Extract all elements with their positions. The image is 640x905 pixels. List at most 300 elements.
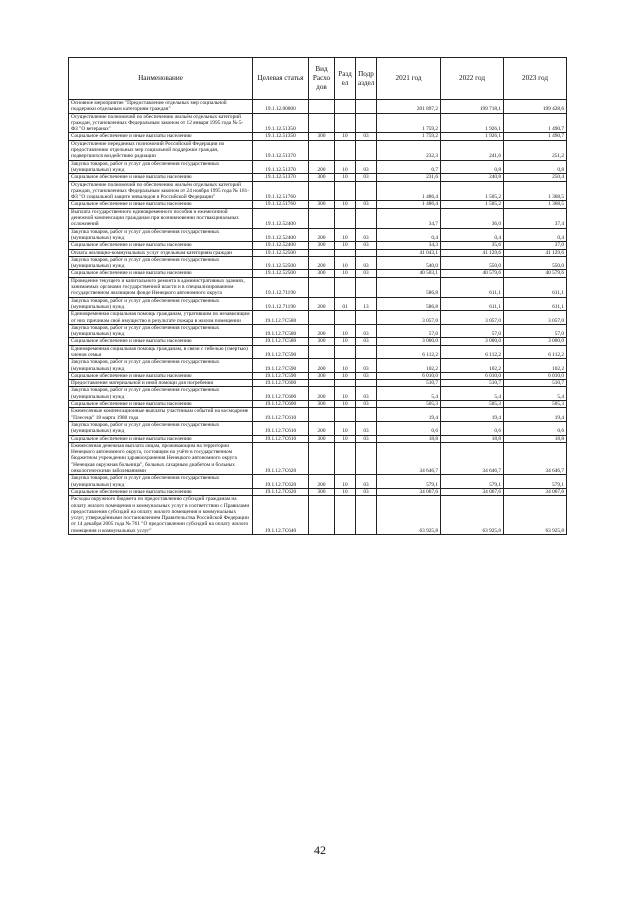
cell-expense-type: 200	[309, 256, 335, 270]
cell-year-2021: 540,0	[377, 256, 441, 270]
cell-subsection: 03	[356, 270, 377, 277]
cell-year-2022: 579,1	[441, 475, 504, 489]
cell-subsection: 03	[356, 160, 377, 174]
cell-year-2023: 250,4	[504, 174, 567, 181]
cell-year-2021: 40 503,1	[377, 270, 441, 277]
cell-year-2023: 6 010,0	[504, 372, 567, 379]
cell-year-2023: 550,0	[504, 256, 567, 270]
cell-expense-type	[309, 208, 335, 228]
table-row	[69, 359, 567, 373]
cell-subsection: 03	[356, 338, 377, 345]
cell-target-article: 19.1.12.7С600	[253, 387, 309, 401]
cell-expense-type	[309, 100, 335, 114]
cell-year-2021: 3 057,0	[377, 311, 441, 325]
cell-target-article: 19.1.12.00000	[253, 100, 309, 114]
cell-section	[335, 249, 356, 256]
cell-expense-type: 200	[309, 359, 335, 373]
cell-name: Проведение текущего и капитального ремонта в административных зданиях, занимаемых органами государственной власти и в специализированном государственном жилищном фонде Ненецкого автономного округа	[69, 277, 253, 297]
cell-target-article: 19.1.12.7С580	[253, 324, 309, 338]
cell-year-2021: 510,7	[377, 380, 441, 387]
cell-expense-type: 300	[309, 242, 335, 249]
cell-target-article: 19.1.12.7С590	[253, 372, 309, 379]
cell-section	[335, 277, 356, 297]
cell-section	[335, 113, 356, 133]
cell-name: Расходы окружного бюджета по предоставлению субсидий гражданам на оплату жилого помещения и коммунальных услуг в соответствии с Правилами предоставления субсидий на оплату жилого помещения и коммунальных услуг, утверждёнными постановлением Правительства Российской Федерации от 14 декабря 2005 года № 761 "О предоставлении субсидий на оплату жилого помещения и коммунальных услуг"	[69, 496, 253, 535]
cell-year-2023: 1 490,7	[504, 133, 567, 140]
cell-target-article: 19.1.12.71190	[253, 297, 309, 311]
cell-expense-type	[309, 408, 335, 422]
cell-section	[335, 181, 356, 201]
cell-name: Оплата жилищно-коммунальных услуг отдельным категориям граждан	[69, 249, 253, 256]
cell-subsection: 03	[356, 133, 377, 140]
header-year-2021: 2021 год	[377, 58, 441, 100]
cell-section: 10	[335, 133, 356, 140]
cell-year-2023: 199 428,6	[504, 100, 567, 114]
cell-target-article: 19.1.12.7С590	[253, 359, 309, 373]
cell-section: 10	[335, 387, 356, 401]
table-row	[69, 277, 567, 297]
cell-year-2022: 0,6	[441, 421, 504, 435]
cell-target-article: 19.1.12.52400	[253, 228, 309, 242]
cell-year-2021: 102,2	[377, 359, 441, 373]
cell-section: 10	[335, 228, 356, 242]
cell-expense-type	[309, 181, 335, 201]
cell-year-2023: 63 925,8	[504, 496, 567, 535]
cell-year-2023: 34 646,7	[504, 442, 567, 474]
cell-year-2022: 3 057,0	[441, 311, 504, 325]
budget-table	[68, 57, 567, 535]
table-header	[69, 58, 567, 100]
table-row	[69, 324, 567, 338]
cell-year-2021: 232,3	[377, 140, 441, 160]
cell-year-2022: 1 505,2	[441, 181, 504, 201]
header-year-2022: 2022 год	[441, 58, 504, 100]
cell-name: Закупка товаров, работ и услуг для обеспечения государственных (муниципальных) нужд	[69, 228, 253, 242]
cell-year-2022: 1 926,1	[441, 133, 504, 140]
cell-target-article: 19.1.12.7С610	[253, 435, 309, 442]
table-row	[69, 100, 567, 114]
cell-year-2023: 1 368,5	[504, 201, 567, 208]
cell-expense-type: 200	[309, 324, 335, 338]
cell-year-2021: 34 646,7	[377, 442, 441, 474]
cell-name: Социальное обеспечение и иные выплаты населению	[69, 372, 253, 379]
cell-year-2023: 0,4	[504, 228, 567, 242]
cell-year-2021: 1 486,4	[377, 181, 441, 201]
cell-year-2022: 6 112,2	[441, 345, 504, 359]
cell-name: Выплата государственного единовременного пособия и ежемесячной денежной компенсации гражданам при возникновении поствакцинальных осложнений	[69, 208, 253, 228]
cell-target-article: 19.1.12.51350	[253, 113, 309, 133]
cell-section: 10	[335, 421, 356, 435]
cell-expense-type	[309, 140, 335, 160]
cell-section	[335, 208, 356, 228]
cell-section	[335, 496, 356, 535]
cell-expense-type: 300	[309, 401, 335, 408]
cell-year-2022: 1 926,1	[441, 113, 504, 133]
cell-year-2023: 505,3	[504, 401, 567, 408]
cell-year-2023: 5,4	[504, 387, 567, 401]
cell-expense-type: 200	[309, 160, 335, 174]
cell-year-2023: 611,1	[504, 277, 567, 297]
cell-subsection	[356, 208, 377, 228]
cell-year-2021: 505,3	[377, 401, 441, 408]
cell-year-2022: 19,4	[441, 408, 504, 422]
table-row	[69, 113, 567, 133]
table-row	[69, 249, 567, 256]
cell-year-2021: 19,4	[377, 408, 441, 422]
cell-target-article: 19.1.12.7С600	[253, 401, 309, 408]
cell-expense-type: 200	[309, 297, 335, 311]
cell-section	[335, 408, 356, 422]
cell-target-article: 19.1.12.7С610	[253, 421, 309, 435]
cell-section: 10	[335, 242, 356, 249]
cell-expense-type: 300	[309, 435, 335, 442]
cell-year-2021: 34,3	[377, 242, 441, 249]
cell-target-article: 19.1.12.7С580	[253, 311, 309, 325]
cell-expense-type: 200	[309, 228, 335, 242]
cell-section	[335, 345, 356, 359]
cell-year-2021: 41 043,1	[377, 249, 441, 256]
table-row	[69, 311, 567, 325]
cell-year-2022: 0,4	[441, 228, 504, 242]
header-year-2023: 2023 год	[504, 58, 567, 100]
cell-year-2023: 18,8	[504, 435, 567, 442]
cell-year-2022: 5,4	[441, 387, 504, 401]
cell-name: Закупка товаров, работ и услуг для обеспечения государственных (муниципальных) нужд	[69, 160, 253, 174]
table-row	[69, 442, 567, 474]
cell-name: Ежемесячная денежная выплата лицам, проживающим на территории Ненецкого автономного округа, состоящим на учёте в государственном бюджетном учреждении здравоохранения Ненецкого автономного округа "Ненецкая окружная больница", больных сахарным диабетом и больных онкологическими заболеваниями	[69, 442, 253, 474]
cell-year-2023: 41 129,6	[504, 249, 567, 256]
cell-year-2021: 1 759,2	[377, 113, 441, 133]
cell-year-2023: 510,7	[504, 380, 567, 387]
cell-year-2022: 18,8	[441, 435, 504, 442]
cell-year-2021: 5,4	[377, 387, 441, 401]
cell-name: Закупка товаров, работ и услуг для обеспечения государственных (муниципальных) нужд	[69, 387, 253, 401]
cell-year-2022: 102,2	[441, 359, 504, 373]
cell-year-2021: 231,6	[377, 174, 441, 181]
cell-year-2023: 251,2	[504, 140, 567, 160]
cell-subsection: 03	[356, 242, 377, 249]
cell-year-2023: 102,2	[504, 359, 567, 373]
cell-name: Единовременная социальная помощь гражданам, в связи с гибелью (смертью) членов семьи	[69, 345, 253, 359]
cell-expense-type	[309, 311, 335, 325]
cell-year-2022: 41 129,6	[441, 249, 504, 256]
cell-target-article: 19.1.12.51370	[253, 160, 309, 174]
cell-target-article: 19.1.12.52400	[253, 242, 309, 249]
table-row	[69, 421, 567, 435]
table-row	[69, 201, 567, 208]
cell-expense-type: 300	[309, 488, 335, 495]
cell-target-article: 19.1.12.7С640	[253, 496, 309, 535]
cell-name: Осуществление полномочий по обеспечению жильём отдельных категорий граждан, установленных Федеральным законом от 24 ноября 1995 года № 181-ФЗ "О социальной защите инвалидов в Российской Федерации"	[69, 181, 253, 201]
cell-subsection	[356, 408, 377, 422]
cell-target-article: 19.1.12.71190	[253, 277, 309, 297]
cell-name: Осуществление полномочий по обеспечению жильём отдельных категорий граждан, установленных Федеральным законом от 12 января 1995 года № 5-ФЗ "О ветеранах"	[69, 113, 253, 133]
cell-target-article: 19.1.12.51370	[253, 140, 309, 160]
cell-name: Единовременная социальная помощь гражданам, утратившим по независящим от них причинам своё имущество в результате пожара в жилом помещении	[69, 311, 253, 325]
cell-target-article: 19.1.12.51760	[253, 201, 309, 208]
cell-year-2022: 36,0	[441, 208, 504, 228]
cell-name: Социальное обеспечение и иные выплаты населению	[69, 401, 253, 408]
cell-target-article: 19.1.12.7С620	[253, 488, 309, 495]
cell-target-article: 19.1.12.7С580	[253, 338, 309, 345]
cell-subsection: 13	[356, 297, 377, 311]
cell-section	[335, 140, 356, 160]
table-body	[69, 100, 567, 535]
cell-subsection: 03	[356, 475, 377, 489]
table-row	[69, 387, 567, 401]
cell-year-2023: 34 067,6	[504, 488, 567, 495]
cell-subsection: 03	[356, 324, 377, 338]
cell-name: Социальное обеспечение и иные выплаты населению	[69, 488, 253, 495]
cell-name: Закупка товаров, работ и услуг для обеспечения государственных (муниципальных) нужд	[69, 475, 253, 489]
cell-year-2022: 34 067,6	[441, 488, 504, 495]
table-row	[69, 401, 567, 408]
table-row	[69, 140, 567, 160]
cell-subsection	[356, 442, 377, 474]
cell-subsection	[356, 113, 377, 133]
cell-subsection	[356, 311, 377, 325]
cell-subsection: 03	[356, 201, 377, 208]
cell-name: Закупка товаров, работ и услуг для обеспечения государственных (муниципальных) нужд	[69, 359, 253, 373]
cell-year-2023: 3 000,0	[504, 338, 567, 345]
cell-name: Социальное обеспечение и иные выплаты населению	[69, 435, 253, 442]
cell-year-2021: 0,7	[377, 160, 441, 174]
table-row	[69, 174, 567, 181]
cell-expense-type: 300	[309, 201, 335, 208]
cell-target-article: 19.1.12.7С610	[253, 408, 309, 422]
cell-subsection	[356, 181, 377, 201]
cell-year-2022: 34 646,7	[441, 442, 504, 474]
page-number: 42	[314, 843, 326, 857]
cell-year-2022: 0,8	[441, 160, 504, 174]
cell-expense-type: 300	[309, 133, 335, 140]
cell-section: 10	[335, 270, 356, 277]
cell-year-2021: 3 000,0	[377, 338, 441, 345]
cell-name: Социальное обеспечение и иные выплаты населению	[69, 270, 253, 277]
cell-year-2023: 37,4	[504, 208, 567, 228]
budget-sheet	[68, 57, 566, 535]
cell-target-article: 19.1.12.51760	[253, 181, 309, 201]
cell-target-article: 19.1.12.51370	[253, 174, 309, 181]
cell-year-2022: 611,1	[441, 277, 504, 297]
cell-year-2021: 6 112,2	[377, 345, 441, 359]
cell-expense-type	[309, 442, 335, 474]
cell-year-2022: 35,6	[441, 242, 504, 249]
cell-subsection: 03	[356, 372, 377, 379]
cell-year-2023: 611,1	[504, 297, 567, 311]
cell-year-2023: 37,0	[504, 242, 567, 249]
cell-name: Социальное обеспечение и иные выплаты населению	[69, 174, 253, 181]
cell-year-2022: 6 010,0	[441, 372, 504, 379]
table-row	[69, 372, 567, 379]
cell-target-article: 19.1.12.52400	[253, 208, 309, 228]
cell-year-2021: 34 067,6	[377, 488, 441, 495]
cell-target-article: 19.1.12.7С620	[253, 475, 309, 489]
cell-expense-type	[309, 380, 335, 387]
cell-section: 10	[335, 174, 356, 181]
cell-subsection	[356, 380, 377, 387]
cell-section: 10	[335, 435, 356, 442]
cell-subsection: 03	[356, 174, 377, 181]
cell-target-article: 19.1.12.52500	[253, 270, 309, 277]
cell-year-2022: 199 718,1	[441, 100, 504, 114]
cell-target-article: 19.1.12.7С620	[253, 442, 309, 474]
header-subsection: Подр аздел	[356, 58, 377, 100]
cell-year-2023: 579,1	[504, 475, 567, 489]
table-row	[69, 380, 567, 387]
cell-year-2021: 1 486,4	[377, 201, 441, 208]
cell-target-article: 19.1.12.7С600	[253, 380, 309, 387]
cell-subsection	[356, 496, 377, 535]
table-row	[69, 270, 567, 277]
header-target-article: Целевая статья	[253, 58, 309, 100]
table-row	[69, 297, 567, 311]
cell-section: 10	[335, 256, 356, 270]
cell-name: Основное мероприятие "Предоставление отдельных мер социальной поддержки отдельным категориям граждан"	[69, 100, 253, 114]
cell-expense-type: 300	[309, 338, 335, 345]
cell-name: Ежемесячные компенсационные выплаты участникам событий на космодроме "Плесецк" 18 марта 1980 года	[69, 408, 253, 422]
cell-target-article: 19.1.12.51350	[253, 133, 309, 140]
cell-year-2022: 505,3	[441, 401, 504, 408]
cell-year-2021: 1 759,2	[377, 133, 441, 140]
cell-name: Закупка товаров, работ и услуг для обеспечения государственных (муниципальных) нужд	[69, 421, 253, 435]
table-row	[69, 338, 567, 345]
cell-section	[335, 380, 356, 387]
cell-section	[335, 100, 356, 114]
table-row	[69, 228, 567, 242]
table-row	[69, 496, 567, 535]
cell-subsection: 03	[356, 387, 377, 401]
cell-name: Закупка товаров, работ и услуг для обеспечения государственных (муниципальных) нужд	[69, 324, 253, 338]
cell-year-2021: 579,1	[377, 475, 441, 489]
cell-year-2023: 57,0	[504, 324, 567, 338]
cell-subsection: 03	[356, 256, 377, 270]
cell-section: 10	[335, 160, 356, 174]
cell-expense-type: 200	[309, 475, 335, 489]
cell-year-2022: 57,0	[441, 324, 504, 338]
cell-year-2023: 0,8	[504, 160, 567, 174]
cell-expense-type	[309, 345, 335, 359]
cell-year-2021: 586,8	[377, 297, 441, 311]
header-section: Разд ел	[335, 58, 356, 100]
header-expense-type: Вид Расхо дов	[309, 58, 335, 100]
table-row	[69, 435, 567, 442]
cell-target-article: 19.1.12.52500	[253, 249, 309, 256]
cell-expense-type: 300	[309, 270, 335, 277]
cell-subsection	[356, 249, 377, 256]
cell-section: 10	[335, 401, 356, 408]
table-row	[69, 488, 567, 495]
cell-name: Закупка товаров, работ и услуг для обеспечения государственных (муниципальных) нужд	[69, 297, 253, 311]
table-row	[69, 181, 567, 201]
cell-year-2021: 63 925,8	[377, 496, 441, 535]
cell-expense-type: 300	[309, 174, 335, 181]
cell-subsection: 03	[356, 421, 377, 435]
cell-target-article: 19.1.12.52500	[253, 256, 309, 270]
cell-year-2023: 1 368,5	[504, 181, 567, 201]
table-row	[69, 256, 567, 270]
cell-year-2022: 611,1	[441, 297, 504, 311]
cell-section: 01	[335, 297, 356, 311]
cell-name: Социальное обеспечение и иные выплаты населению	[69, 133, 253, 140]
cell-expense-type: 300	[309, 372, 335, 379]
table-row	[69, 475, 567, 489]
cell-year-2021: 201 897,2	[377, 100, 441, 114]
cell-year-2023: 1 490,7	[504, 113, 567, 133]
cell-year-2023: 3 057,0	[504, 311, 567, 325]
cell-year-2022: 240,8	[441, 174, 504, 181]
cell-section: 10	[335, 359, 356, 373]
cell-year-2022: 241,6	[441, 140, 504, 160]
cell-subsection: 03	[356, 401, 377, 408]
cell-year-2021: 6 010,0	[377, 372, 441, 379]
cell-year-2022: 63 925,8	[441, 496, 504, 535]
cell-name: Социальное обеспечение и иные выплаты населению	[69, 338, 253, 345]
cell-name: Закупка товаров, работ и услуг для обеспечения государственных (муниципальных) нужд	[69, 256, 253, 270]
cell-subsection: 03	[356, 488, 377, 495]
cell-subsection	[356, 345, 377, 359]
cell-section	[335, 311, 356, 325]
table-row	[69, 160, 567, 174]
cell-section: 10	[335, 338, 356, 345]
cell-year-2022: 3 000,0	[441, 338, 504, 345]
cell-section: 10	[335, 488, 356, 495]
cell-year-2021: 34,7	[377, 208, 441, 228]
cell-section: 10	[335, 324, 356, 338]
cell-section: 10	[335, 372, 356, 379]
cell-expense-type: 200	[309, 421, 335, 435]
cell-subsection: 03	[356, 435, 377, 442]
table-row	[69, 208, 567, 228]
table-row	[69, 242, 567, 249]
cell-name: Социальное обеспечение и иные выплаты населению	[69, 242, 253, 249]
cell-year-2023: 19,4	[504, 408, 567, 422]
cell-year-2022: 510,7	[441, 380, 504, 387]
cell-subsection	[356, 277, 377, 297]
table-row	[69, 345, 567, 359]
cell-year-2021: 586,8	[377, 277, 441, 297]
cell-year-2021: 18,8	[377, 435, 441, 442]
cell-year-2023: 0,6	[504, 421, 567, 435]
cell-expense-type: 200	[309, 387, 335, 401]
cell-name: Осуществление переданных полномочий Российской Федерации по предоставлению отдельных мер социальной поддержки граждан, подвергшихся воздействию радиации	[69, 140, 253, 160]
cell-expense-type	[309, 277, 335, 297]
cell-section: 10	[335, 475, 356, 489]
cell-section: 10	[335, 201, 356, 208]
cell-year-2023: 40 579,6	[504, 270, 567, 277]
cell-section	[335, 442, 356, 474]
cell-expense-type	[309, 113, 335, 133]
cell-subsection	[356, 140, 377, 160]
cell-expense-type	[309, 496, 335, 535]
cell-expense-type	[309, 249, 335, 256]
cell-subsection: 03	[356, 228, 377, 242]
table-row	[69, 408, 567, 422]
cell-target-article: 19.1.12.7С590	[253, 345, 309, 359]
cell-name: Предоставление материальной и иной помощи для погребения	[69, 380, 253, 387]
cell-subsection: 03	[356, 359, 377, 373]
cell-year-2022: 40 579,6	[441, 270, 504, 277]
cell-name: Социальное обеспечение и иные выплаты населению	[69, 201, 253, 208]
cell-subsection	[356, 100, 377, 114]
cell-year-2021: 0,4	[377, 228, 441, 242]
cell-year-2021: 0,6	[377, 421, 441, 435]
cell-year-2022: 550,0	[441, 256, 504, 270]
table-row	[69, 133, 567, 140]
cell-year-2023: 6 112,2	[504, 345, 567, 359]
cell-year-2021: 57,0	[377, 324, 441, 338]
header-name: Наименование	[69, 58, 253, 100]
